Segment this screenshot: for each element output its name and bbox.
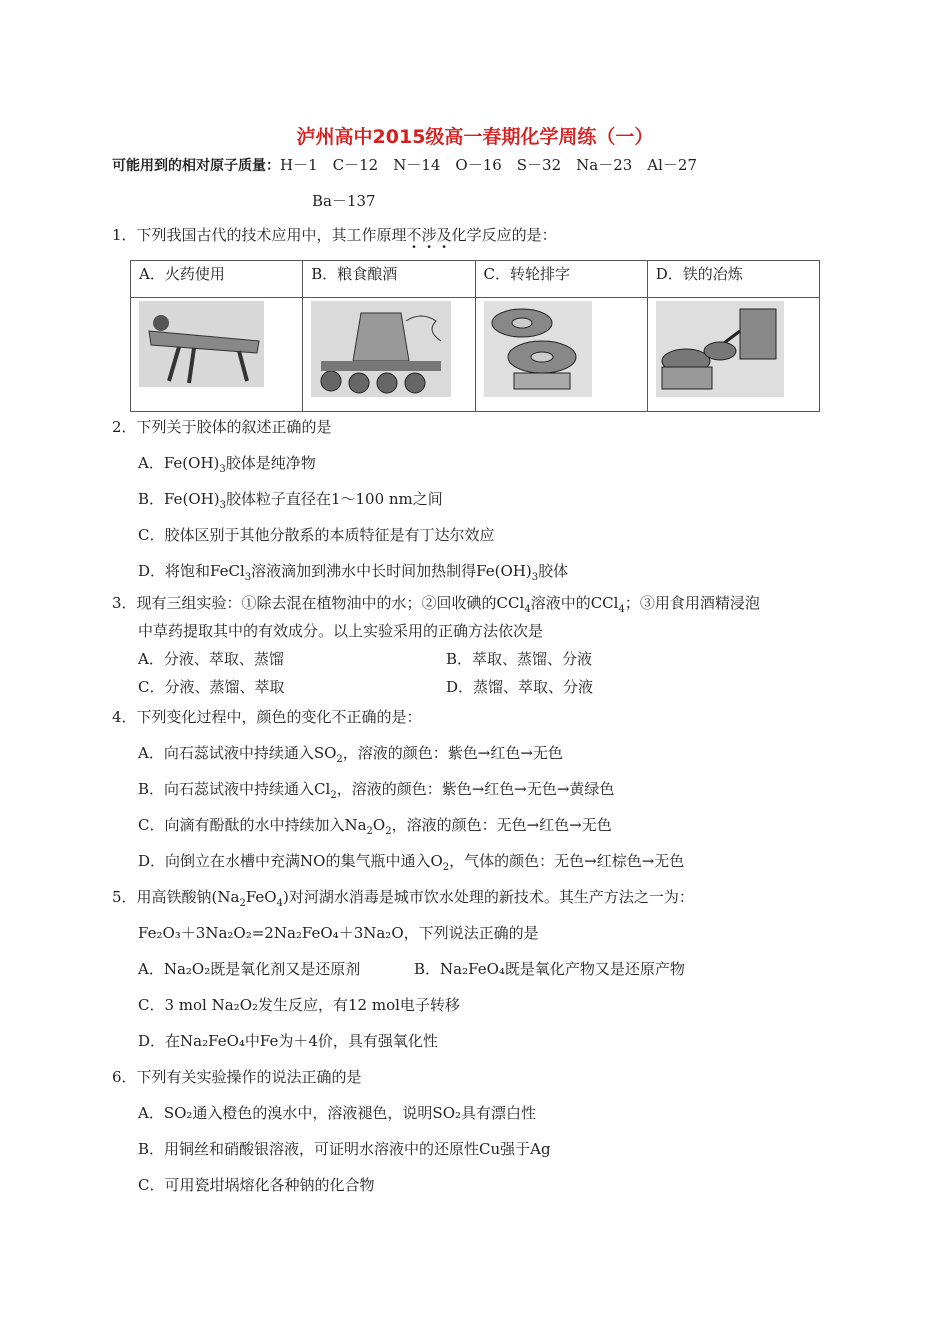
q4-option-b: B．向石蕊试液中持续通入$Cl_2$，溶液的颜色：紫色→红色→无色→黄绿色 xyxy=(138,780,615,801)
q2-stem: 2．下列关于胶体的叙述正确的是 xyxy=(112,418,332,436)
q6-option-b: B．用铜丝和硝酸银溶液，可证明水溶液中的还原性Cu强于Ag xyxy=(138,1140,551,1158)
q2-option-a: A．$Fe(OH)_3$胶体是纯净物 xyxy=(138,454,316,475)
page-title: 泸州高中2015级高一春期化学周练（一） xyxy=(296,126,654,148)
gunpowder-illustration xyxy=(139,301,264,387)
q5-equation: Fe₂O₃＋3Na₂O₂=2Na₂FeO₄＋3Na₂O，下列说法正确的是 xyxy=(138,924,539,942)
q1-stem xyxy=(112,224,557,245)
q1-cell-a-image xyxy=(131,298,303,412)
q4-stem: 4．下列变化过程中，颜色的变化不正确的是： xyxy=(112,708,422,726)
q1-cell-b-image xyxy=(303,298,475,412)
q4-option-d: D．向倒立在水槽中充满NO的集气瓶中通入$O_2$，气体的颜色：无色→红棕色→无色 xyxy=(138,852,685,873)
q3-option-c: C．分液、蒸馏、萃取 xyxy=(138,678,285,696)
q3-option-a: A．分液、萃取、蒸馏 xyxy=(138,650,284,668)
q3-stem-line2: 中草药提取其中的有效成分。以上实验采用的正确方法依次是 xyxy=(138,622,544,640)
q3-option-d: D．蒸馏、萃取、分液 xyxy=(446,678,594,696)
q1-option-b: B．粮食酿酒 xyxy=(303,261,475,298)
atomic-mass-ba: Ba－137 xyxy=(312,192,376,210)
q1-option-d: D．铁的冶炼 xyxy=(647,261,819,298)
atomic-mass-label: 可能用到的相对原子质量： xyxy=(112,158,280,174)
q2-option-b: B．$Fe(OH)_3$胶体粒子直径在1～100 nm之间 xyxy=(138,490,443,511)
q5-stem: 5．用高铁酸钠$(Na_2FeO_4)$对河湖水消毒是城市饮水处理的新技术。其生产方法之一为： xyxy=(112,888,694,909)
q5-option-b: B．Na₂FeO₄既是氧化产物又是还原产物 xyxy=(414,960,685,978)
q5-option-c: C．3 mol Na₂O₂发生反应，有12 mol电子转移 xyxy=(138,996,460,1014)
q2-option-d: D．将饱和FeCl$_3$溶液滴加到沸水中长时间加热制得$Fe(OH)_3$胶体 xyxy=(138,562,569,583)
q6-option-c: C．可用瓷坩埚熔化各种钠的化合物 xyxy=(138,1176,375,1194)
q3-option-b: B．萃取、蒸馏、分液 xyxy=(446,650,593,668)
q1-option-c: C．转轮排字 xyxy=(475,261,647,298)
q4-option-a: A．向石蕊试液中持续通入$SO_2$，溶液的颜色：紫色→红色→无色 xyxy=(138,744,563,765)
atomic-mass-line xyxy=(112,154,697,175)
brewing-illustration xyxy=(311,301,451,397)
q1-emph-3: 及 xyxy=(436,226,452,244)
q1-emph-2: 涉 xyxy=(421,226,437,244)
q5-option-d: D．在Na₂FeO₄中Fe为＋4价，具有强氧化性 xyxy=(138,1032,438,1050)
iron-smelting-illustration xyxy=(656,301,784,397)
q1-stem-pre: 1．下列我国古代的技术应用中，其工作原理 xyxy=(112,226,407,244)
q1-cell-d-image xyxy=(647,298,819,412)
atomic-mass-values: H－1 C－12 N－14 O－16 S－32 Na－23 Al－27 xyxy=(280,156,698,174)
q1-cell-c-image xyxy=(475,298,647,412)
q4-option-c: C．向滴有酚酞的水中持续加入$Na_2O_2$，溶液的颜色：无色→红色→无色 xyxy=(138,816,612,837)
q1-option-a: A．火药使用 xyxy=(131,261,303,298)
q3-stem-line1: 3．现有三组实验：①除去混在植物油中的水；②回收碘的CCl$_4$溶液中的CCl$_4$；③用食用酒精浸泡 xyxy=(112,594,760,615)
q6-stem: 6．下列有关实验操作的说法正确的是 xyxy=(112,1068,362,1086)
typesetting-wheel-illustration xyxy=(484,301,592,397)
q6-option-a: A．SO₂通入橙色的溴水中，溶液褪色，说明SO₂具有漂白性 xyxy=(138,1104,537,1122)
q1-stem-post: 化学反应的是： xyxy=(451,226,557,244)
q5-option-a: A．Na₂O₂既是氧化剂又是还原剂 xyxy=(138,960,361,978)
q1-emph-1: 不 xyxy=(406,226,422,244)
q2-option-c: C．胶体区别于其他分散系的本质特征是有丁达尔效应 xyxy=(138,526,495,544)
q1-options-table xyxy=(130,260,820,412)
